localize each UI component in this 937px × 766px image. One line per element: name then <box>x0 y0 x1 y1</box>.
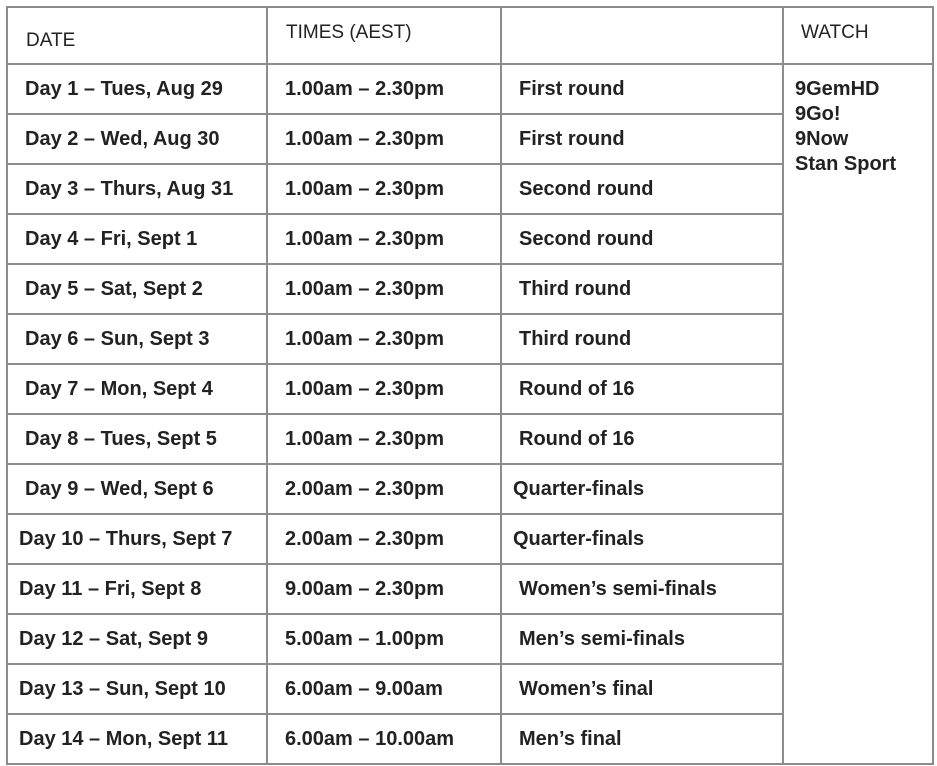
round-cell: Round of 16 <box>501 364 783 414</box>
date-cell: Day 8 – Tues, Sept 5 <box>7 414 267 464</box>
date-cell: Day 14 – Mon, Sept 11 <box>7 714 267 764</box>
round-cell: Third round <box>501 264 783 314</box>
time-cell: 1.00am – 2.30pm <box>267 264 501 314</box>
date-cell: Day 12 – Sat, Sept 9 <box>7 614 267 664</box>
header-times: TIMES (AEST) <box>267 7 501 64</box>
round-cell: Second round <box>501 164 783 214</box>
time-cell: 1.00am – 2.30pm <box>267 214 501 264</box>
header-watch: WATCH <box>783 7 933 64</box>
time-cell: 1.00am – 2.30pm <box>267 364 501 414</box>
date-cell: Day 5 – Sat, Sept 2 <box>7 264 267 314</box>
round-cell: Round of 16 <box>501 414 783 464</box>
date-cell: Day 10 – Thurs, Sept 7 <box>7 514 267 564</box>
round-cell: Men’s semi-finals <box>501 614 783 664</box>
date-cell: Day 4 – Fri, Sept 1 <box>7 214 267 264</box>
date-cell: Day 9 – Wed, Sept 6 <box>7 464 267 514</box>
round-cell: Men’s final <box>501 714 783 764</box>
header-round <box>501 7 783 64</box>
round-cell: First round <box>501 64 783 114</box>
round-cell: First round <box>501 114 783 164</box>
broadcast-schedule-table <box>6 6 934 765</box>
watch-channel: 9GemHD <box>795 78 880 100</box>
time-cell: 1.00am – 2.30pm <box>267 414 501 464</box>
date-cell: Day 7 – Mon, Sept 4 <box>7 364 267 414</box>
time-cell: 6.00am – 10.00am <box>267 714 501 764</box>
table-row <box>7 64 933 114</box>
round-cell: Second round <box>501 214 783 264</box>
table-body <box>7 64 933 764</box>
time-cell: 9.00am – 2.30pm <box>267 564 501 614</box>
date-cell: Day 13 – Sun, Sept 10 <box>7 664 267 714</box>
header-date: DATE <box>7 7 267 64</box>
round-cell: Women’s final <box>501 664 783 714</box>
table-header <box>7 7 933 64</box>
header-row <box>7 7 933 64</box>
time-cell: 1.00am – 2.30pm <box>267 314 501 364</box>
time-cell: 1.00am – 2.30pm <box>267 164 501 214</box>
round-cell: Women’s semi-finals <box>501 564 783 614</box>
watch-channel: 9Go! <box>795 103 841 125</box>
round-cell: Quarter-finals <box>501 514 783 564</box>
date-cell: Day 6 – Sun, Sept 3 <box>7 314 267 364</box>
watch-cell <box>783 64 933 764</box>
round-cell: Quarter-finals <box>501 464 783 514</box>
watch-channel: 9Now <box>795 128 849 150</box>
date-cell: Day 3 – Thurs, Aug 31 <box>7 164 267 214</box>
date-cell: Day 11 – Fri, Sept 8 <box>7 564 267 614</box>
time-cell: 5.00am – 1.00pm <box>267 614 501 664</box>
time-cell: 2.00am – 2.30pm <box>267 464 501 514</box>
time-cell: 1.00am – 2.30pm <box>267 114 501 164</box>
watch-channel: Stan Sport <box>795 153 897 175</box>
time-cell: 6.00am – 9.00am <box>267 664 501 714</box>
round-cell: Third round <box>501 314 783 364</box>
time-cell: 2.00am – 2.30pm <box>267 514 501 564</box>
date-cell: Day 2 – Wed, Aug 30 <box>7 114 267 164</box>
time-cell: 1.00am – 2.30pm <box>267 64 501 114</box>
date-cell: Day 1 – Tues, Aug 29 <box>7 64 267 114</box>
